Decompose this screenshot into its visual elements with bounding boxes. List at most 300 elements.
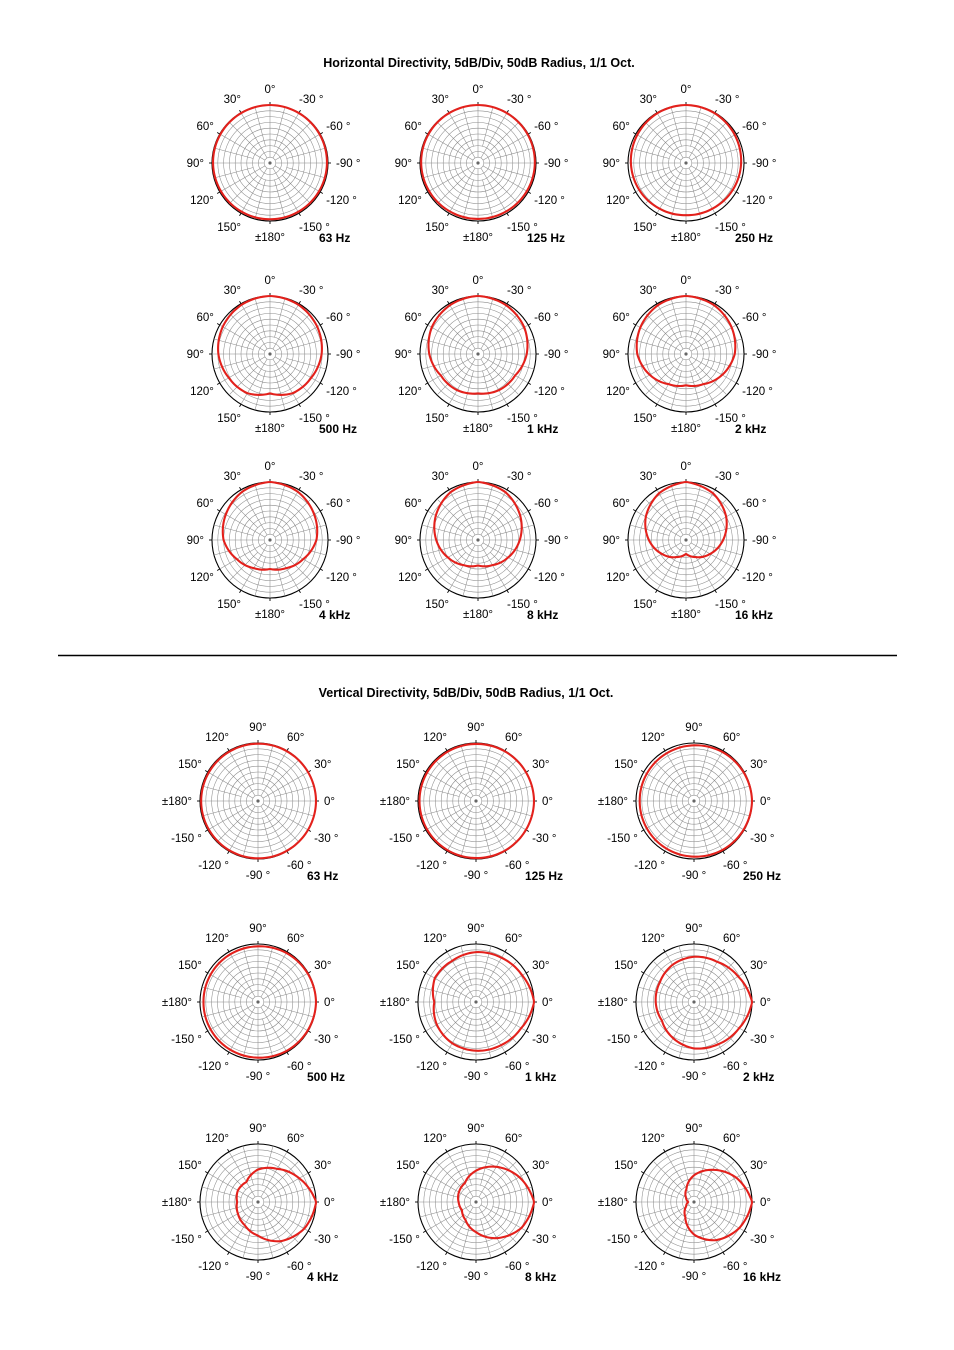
polar-angle-label: -60 °	[505, 1061, 530, 1074]
polar-angle-label: 0°	[324, 796, 335, 808]
polar-tick	[507, 213, 509, 216]
polar-angle-label: -150 °	[715, 599, 746, 612]
polar-grid-spoke	[463, 371, 474, 410]
polar-tick	[240, 301, 242, 304]
polar-grid-spoke	[481, 745, 492, 784]
polar-grid-spoke	[638, 806, 677, 817]
polar-angle-label: -120 °	[326, 572, 357, 584]
polar-angle-label: 90°	[394, 349, 412, 361]
polar-center-dot	[268, 538, 271, 541]
polar-tick	[448, 301, 450, 304]
polar-tick	[320, 324, 323, 326]
polar-angle-label: ±180°	[462, 232, 494, 244]
polar-angle-label: -90 °	[245, 1071, 271, 1083]
polar-angle-label: 60°	[505, 731, 523, 744]
polar-grid-spoke	[671, 107, 682, 146]
polar-grid-spoke	[229, 175, 258, 204]
polar-grid-spoke	[275, 1207, 314, 1218]
polar-tick	[736, 383, 739, 385]
frequency-label: 2 kHz	[735, 422, 767, 436]
polar-grid-spoke	[483, 180, 494, 219]
polar-grid-spoke	[437, 552, 466, 581]
polar-grid-spoke	[202, 786, 241, 797]
polar-grid-spoke	[645, 175, 674, 204]
polar-tick	[633, 383, 636, 385]
polar-grid-spoke	[706, 961, 735, 990]
polar-angle-label: 120°	[205, 932, 229, 945]
polar-tick	[505, 1252, 507, 1255]
polar-tick	[425, 133, 428, 135]
polar-grid-spoke	[255, 484, 266, 523]
polar-angle-label: 150°	[217, 413, 241, 426]
polar-tick	[205, 771, 208, 773]
polar-grid-spoke	[461, 745, 472, 784]
polar-grid-spoke	[488, 760, 517, 789]
polar-angle-label: ±180°	[670, 232, 702, 244]
polar-grid-spoke	[699, 818, 710, 857]
polar-tick	[528, 510, 531, 512]
polar-angle-label: -90 °	[245, 1271, 271, 1283]
polar-angle-label: 60°	[723, 1132, 741, 1145]
polar-center-dot	[474, 1200, 477, 1203]
polar-tick	[528, 133, 531, 135]
polar-angle-label: -120 °	[534, 386, 565, 398]
polar-angle-label: 30°	[223, 93, 241, 106]
polar-grid-spoke	[282, 175, 311, 204]
polar-angle-label: 150°	[633, 599, 657, 612]
polar-angle-label: -120 °	[416, 1061, 447, 1074]
frequency-label: 4 kHz	[319, 608, 351, 622]
polar-grid-spoke	[202, 987, 241, 998]
polar-angle-label: -120 °	[326, 386, 357, 398]
polar-tick	[507, 590, 509, 593]
polar-tick	[425, 383, 428, 385]
polar-grid-spoke	[630, 525, 669, 536]
polar-tick	[240, 404, 242, 407]
polar-grid-spoke	[488, 1161, 517, 1190]
polar-grid-spoke	[481, 1146, 492, 1185]
polar-grid-spoke	[282, 313, 311, 342]
polar-angle-label: 30°	[223, 284, 241, 297]
frequency-label: 500 Hz	[307, 1070, 346, 1084]
polar-tick	[505, 1052, 507, 1055]
polar-grid-spoke	[706, 760, 735, 789]
polar-angle-label: -90 °	[752, 535, 777, 547]
polar-angle-label: 0°	[680, 275, 692, 287]
polar-grid-spoke	[214, 545, 253, 556]
polar-grid-spoke	[229, 313, 258, 342]
polar-grid-spoke	[653, 1214, 682, 1243]
polar-tick	[528, 192, 531, 194]
polar-grid-spoke	[255, 557, 266, 596]
polar-grid-spoke	[435, 1214, 464, 1243]
polar-grid-spoke	[495, 148, 534, 159]
polar-angle-label: 150°	[178, 960, 202, 972]
horizontal-polar-plot	[395, 84, 569, 245]
polar-angle-label: -60 °	[287, 1261, 312, 1274]
horizontal-polar-plot	[187, 275, 361, 436]
polar-tick	[723, 851, 725, 854]
polar-angle-label: -30 °	[299, 284, 324, 297]
polar-angle-label: 150°	[633, 413, 657, 426]
horizontal-polar-plot	[187, 84, 361, 245]
polar-angle-label: -30 °	[507, 470, 532, 483]
polar-grid-spoke	[263, 745, 274, 784]
polar-tick	[664, 1149, 666, 1152]
polar-grid-spoke	[463, 298, 474, 337]
polar-grid-spoke	[483, 298, 494, 337]
polar-tick	[228, 1052, 230, 1055]
vertical-polar-plot	[162, 722, 339, 883]
polar-angle-label: 120°	[423, 932, 447, 945]
polar-angle-label: 150°	[425, 413, 449, 426]
polar-grid-spoke	[488, 813, 517, 842]
polar-grid-spoke	[202, 806, 241, 817]
polar-grid-spoke	[420, 806, 459, 817]
polar-grid-spoke	[463, 180, 474, 219]
polar-grid-spoke	[679, 1146, 690, 1185]
polar-tick	[664, 949, 666, 952]
polar-grid-spoke	[671, 298, 682, 337]
polar-grid-spoke	[435, 760, 464, 789]
polar-angle-label: ±180°	[379, 1197, 410, 1209]
polar-tick	[744, 771, 747, 773]
polar-angle-label: -30 °	[750, 1234, 775, 1246]
polar-tick	[299, 213, 301, 216]
polar-center-dot	[256, 1200, 259, 1203]
polar-grid-spoke	[422, 168, 461, 179]
frequency-label: 8 kHz	[525, 1270, 557, 1284]
polar-grid-spoke	[437, 175, 466, 204]
vertical-section-title: Vertical Directivity, 5dB/Div, 50dB Radius, 1/1 Oct.	[318, 686, 614, 700]
polar-tick	[448, 487, 450, 490]
polar-angle-label: -60 °	[742, 312, 767, 324]
frequency-label: 2 kHz	[743, 1070, 775, 1084]
polar-angle-label: 30°	[532, 759, 550, 771]
polar-angle-label: 120°	[398, 572, 422, 584]
polar-center-dot	[476, 352, 479, 355]
polar-tick	[526, 972, 529, 974]
frequency-label: 16 kHz	[743, 1270, 782, 1284]
polar-tick	[744, 1172, 747, 1174]
polar-tick	[656, 404, 658, 407]
polar-angle-label: -150 °	[607, 833, 638, 845]
polar-angle-label: 150°	[217, 222, 241, 235]
polar-angle-label: 90°	[467, 923, 485, 935]
polar-grid-spoke	[481, 1019, 492, 1058]
polar-angle-label: -120 °	[198, 1061, 229, 1074]
polar-grid-spoke	[630, 168, 669, 179]
polar-grid-spoke	[287, 148, 326, 159]
polar-angle-label: 150°	[178, 1160, 202, 1172]
polar-angle-label: 30°	[431, 470, 449, 483]
polar-grid-spoke	[699, 745, 710, 784]
polar-grid-spoke	[270, 813, 299, 842]
polar-angle-label: 90°	[602, 158, 620, 170]
polar-angle-label: -60 °	[723, 1061, 748, 1074]
polar-angle-label: 150°	[178, 759, 202, 771]
polar-angle-label: 30°	[223, 470, 241, 483]
polar-grid-spoke	[263, 1019, 274, 1058]
polar-tick	[633, 324, 636, 326]
vertical-polar-plot	[598, 722, 781, 883]
polar-angle-label: -60 °	[505, 1261, 530, 1274]
polar-angle-label: -60 °	[723, 860, 748, 873]
polar-tick	[423, 972, 426, 974]
polar-grid-spoke	[270, 961, 299, 990]
polar-angle-label: 120°	[190, 386, 214, 398]
polar-grid-spoke	[645, 313, 674, 342]
polar-grid-spoke	[202, 1007, 241, 1018]
polar-center-dot	[256, 1000, 259, 1003]
polar-plots	[162, 84, 781, 1284]
polar-tick	[526, 1172, 529, 1174]
frequency-label: 4 kHz	[307, 1270, 339, 1284]
polar-angle-label: -60 °	[534, 312, 559, 324]
polar-angle-label: 0°	[680, 84, 692, 96]
polar-angle-label: 30°	[750, 1160, 768, 1172]
polar-tick	[736, 192, 739, 194]
polar-angle-label: -150 °	[171, 1034, 202, 1046]
frequency-label: 500 Hz	[319, 422, 358, 436]
polar-grid-spoke	[706, 1014, 735, 1043]
polar-grid-spoke	[214, 168, 253, 179]
polar-grid-spoke	[493, 1007, 532, 1018]
polar-grid-spoke	[214, 525, 253, 536]
polar-angle-label: 0°	[472, 275, 484, 287]
polar-tick	[736, 569, 739, 571]
vertical-polar-plot	[598, 923, 775, 1084]
polar-grid-spoke	[422, 525, 461, 536]
polar-grid-spoke	[483, 557, 494, 596]
polar-tick	[217, 133, 220, 135]
polar-grid-spoke	[679, 1019, 690, 1058]
polar-center-dot	[256, 799, 259, 802]
polar-angle-label: 0°	[760, 997, 771, 1009]
polar-grid-spoke	[202, 1187, 241, 1198]
polar-grid-spoke	[287, 525, 326, 536]
polar-grid-spoke	[638, 1207, 677, 1218]
polar-grid-spoke	[711, 1207, 750, 1218]
polar-angle-label: 0°	[472, 84, 484, 96]
polar-angle-label: -150 °	[299, 222, 330, 235]
polar-angle-label: ±180°	[161, 796, 192, 808]
polar-angle-label: ±180°	[254, 609, 286, 621]
polar-angle-label: 90°	[394, 535, 412, 547]
polar-angle-label: 60°	[404, 498, 422, 510]
polar-grid-spoke	[490, 122, 519, 151]
polar-grid-spoke	[703, 545, 742, 556]
polar-grid-spoke	[461, 818, 472, 857]
polar-tick	[656, 213, 658, 216]
polar-grid-spoke	[282, 122, 311, 151]
polar-angle-label: 150°	[425, 222, 449, 235]
polar-tick	[423, 1031, 426, 1033]
frequency-label: 16 kHz	[735, 608, 774, 622]
polar-grid-spoke	[202, 1207, 241, 1218]
polar-angle-label: 90°	[186, 158, 204, 170]
polar-grid-spoke	[229, 499, 258, 528]
polar-angle-label: 90°	[249, 923, 267, 935]
polar-angle-label: -120 °	[198, 1261, 229, 1274]
polar-tick	[446, 851, 448, 854]
polar-grid-spoke	[645, 499, 674, 528]
polar-angle-label: ±180°	[161, 1197, 192, 1209]
polar-angle-label: 30°	[639, 284, 657, 297]
polar-angle-label: -120 °	[416, 1261, 447, 1274]
polar-tick	[744, 972, 747, 974]
polar-angle-label: -30 °	[715, 470, 740, 483]
polar-grid-spoke	[671, 371, 682, 410]
polar-tick	[448, 590, 450, 593]
polar-tick	[641, 771, 644, 773]
polar-angle-label: -30 °	[750, 833, 775, 845]
polar-angle-label: -30 °	[507, 284, 532, 297]
polar-angle-label: -150 °	[171, 833, 202, 845]
polar-grid-spoke	[493, 1187, 532, 1198]
polar-angle-label: -120 °	[416, 860, 447, 873]
polar-tick	[240, 487, 242, 490]
polar-grid-spoke	[282, 499, 311, 528]
polar-angle-label: -120 °	[742, 572, 773, 584]
polar-tick	[736, 324, 739, 326]
polar-angle-label: -90 °	[544, 158, 569, 170]
polar-grid-spoke	[630, 545, 669, 556]
polar-grid-spoke	[698, 499, 727, 528]
polar-angle-label: -150 °	[507, 413, 538, 426]
polar-tick	[446, 1052, 448, 1055]
polar-grid-spoke	[275, 987, 314, 998]
polar-tick	[715, 487, 717, 490]
polar-grid-spoke	[653, 813, 682, 842]
polar-angle-label: 30°	[532, 1160, 550, 1172]
polar-angle-label: 150°	[425, 599, 449, 612]
polar-grid-spoke	[711, 1007, 750, 1018]
polar-angle-label: ±180°	[254, 423, 286, 435]
polar-grid-spoke	[638, 1187, 677, 1198]
polar-angle-label: 90°	[685, 1123, 703, 1135]
polar-angle-label: -120 °	[534, 195, 565, 207]
polar-tick	[287, 1149, 289, 1152]
polar-tick	[723, 1149, 725, 1152]
polar-grid-spoke	[483, 107, 494, 146]
vertical-polar-plot	[380, 1123, 557, 1284]
polar-angle-label: 60°	[287, 932, 305, 945]
polar-angle-label: 0°	[264, 461, 276, 473]
polar-tick	[240, 590, 242, 593]
polar-grid-spoke	[490, 552, 519, 581]
polar-angle-label: 60°	[505, 932, 523, 945]
polar-grid-spoke	[691, 107, 702, 146]
polar-angle-label: 90°	[685, 722, 703, 734]
horizontal-polar-plot	[603, 461, 777, 622]
polar-grid-spoke	[435, 1161, 464, 1190]
polar-angle-label: -60 °	[534, 498, 559, 510]
polar-angle-label: -150 °	[607, 1034, 638, 1046]
polar-angle-label: -150 °	[607, 1234, 638, 1246]
vertical-polar-plot	[162, 923, 345, 1084]
polar-center-dot	[474, 799, 477, 802]
polar-tick	[320, 192, 323, 194]
polar-tick	[505, 949, 507, 952]
polar-grid-spoke	[698, 122, 727, 151]
polar-grid-spoke	[711, 786, 750, 797]
polar-tick	[308, 1031, 311, 1033]
polar-angle-label: 120°	[398, 386, 422, 398]
polar-grid-spoke	[217, 1214, 246, 1243]
polar-grid-spoke	[493, 786, 532, 797]
polar-angle-label: 90°	[249, 722, 267, 734]
polar-grid-spoke	[214, 339, 253, 350]
polar-center-dot	[692, 1200, 695, 1203]
polar-angle-label: 120°	[205, 731, 229, 744]
polar-grid-spoke	[217, 760, 246, 789]
polar-grid-spoke	[630, 148, 669, 159]
polar-grid-spoke	[699, 1019, 710, 1058]
polar-grid-spoke	[243, 946, 254, 985]
polar-angle-label: -150 °	[715, 413, 746, 426]
polar-tick	[723, 1252, 725, 1255]
polar-tick	[320, 133, 323, 135]
polar-center-dot	[474, 1000, 477, 1003]
polar-tick	[423, 1231, 426, 1233]
polar-grid-spoke	[437, 313, 466, 342]
polar-grid-spoke	[255, 180, 266, 219]
polar-tick	[507, 487, 509, 490]
polar-angle-label: ±180°	[462, 423, 494, 435]
polar-grid-spoke	[287, 545, 326, 556]
polar-tick	[308, 972, 311, 974]
polar-grid-spoke	[630, 359, 669, 370]
polar-angle-label: -30 °	[314, 1234, 339, 1246]
polar-angle-label: 30°	[750, 960, 768, 972]
polar-grid-spoke	[275, 298, 286, 337]
polar-grid-spoke	[691, 557, 702, 596]
polar-angle-label: -30 °	[507, 93, 532, 106]
polar-angle-label: -120 °	[326, 195, 357, 207]
polar-tick	[228, 1149, 230, 1152]
polar-angle-label: 30°	[750, 759, 768, 771]
polar-angle-label: -120 °	[634, 1061, 665, 1074]
polar-tick	[425, 510, 428, 512]
polar-angle-label: 90°	[186, 535, 204, 547]
polar-grid-spoke	[483, 371, 494, 410]
polar-grid-spoke	[420, 786, 459, 797]
polar-grid-spoke	[671, 557, 682, 596]
polar-angle-label: -90 °	[336, 349, 361, 361]
polar-tick	[299, 487, 301, 490]
polar-tick	[723, 949, 725, 952]
polar-grid-spoke	[679, 745, 690, 784]
polar-grid-spoke	[698, 313, 727, 342]
polar-center-dot	[684, 352, 687, 355]
polar-tick	[205, 1031, 208, 1033]
polar-grid-spoke	[275, 484, 286, 523]
polar-tick	[664, 851, 666, 854]
polar-angle-label: 0°	[760, 796, 771, 808]
polar-center-dot	[692, 1000, 695, 1003]
polar-tick	[641, 1231, 644, 1233]
polar-angle-label: 90°	[186, 349, 204, 361]
polar-grid-spoke	[490, 175, 519, 204]
polar-angle-label: -30 °	[532, 1034, 557, 1046]
polar-angle-label: -30 °	[750, 1034, 775, 1046]
polar-tick	[217, 510, 220, 512]
polar-angle-label: 120°	[641, 731, 665, 744]
polar-grid-spoke	[243, 818, 254, 857]
polar-angle-label: 60°	[196, 121, 214, 133]
polar-grid-spoke	[275, 180, 286, 219]
